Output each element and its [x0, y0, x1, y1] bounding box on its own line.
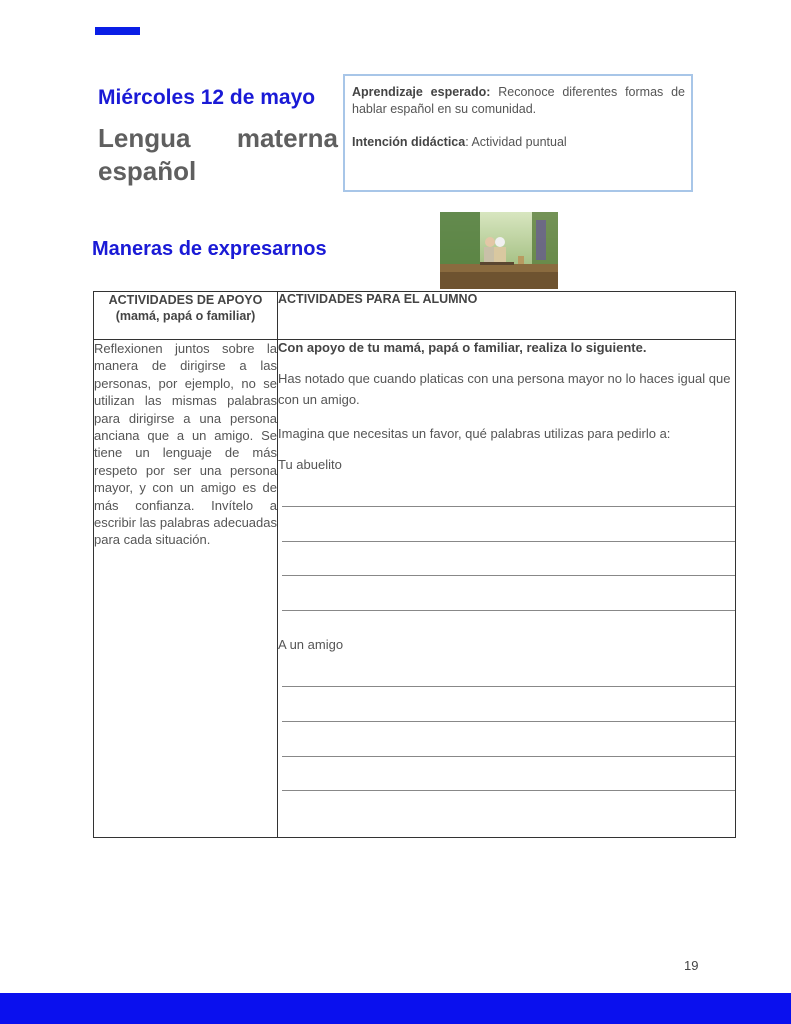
table-header-row: [94, 292, 736, 340]
top-accent-bar: [95, 27, 140, 35]
support-text: Reflexionen juntos sobre la manera de dirigirse a las personas, por ejemplo, no se utilizan las mismas palabras para dirigirse a una persona anciana que a un amigo. Se tiene un lenguaje de más respeto por ser una persona mayor, y con un amigo es de más confianza. Invítelo a escribir las palabras adecuadas para cada situación.: [94, 341, 277, 548]
answer-line-abuelito-3[interactable]: [282, 542, 735, 577]
support-activities-cell: [94, 340, 278, 838]
section-title: Maneras de expresarnos: [92, 238, 327, 260]
aprendizaje-text: Reconoce diferentes formas de hablar español en su comunidad.: [352, 85, 685, 116]
student-activities-header: ACTIVIDADES PARA EL ALUMNO: [278, 292, 736, 340]
paragraph-1: Has notado que cuando platicas con una persona mayor no lo haces igual que con un amigo.: [278, 371, 731, 407]
table-body-row: [94, 340, 736, 838]
intencion-didactica: [352, 134, 685, 151]
bottom-accent-bar: [0, 993, 791, 1024]
label-amigo: A un amigo: [278, 637, 344, 653]
learning-objectives-box: [343, 74, 693, 192]
intencion-label: Intención didáctica: [352, 135, 466, 149]
answer-line-abuelito-1[interactable]: [282, 472, 735, 507]
answer-line-abuelito-2[interactable]: [282, 507, 735, 542]
activities-table: [93, 291, 736, 838]
page-number: 19: [684, 958, 699, 973]
answer-line-amigo-2[interactable]: [282, 687, 735, 722]
intencion-text: : Actividad puntual: [465, 135, 567, 149]
answer-line-amigo-3[interactable]: [282, 722, 735, 757]
answer-line-abuelito-4[interactable]: [282, 576, 735, 611]
lesson-date: Miércoles 12 de mayo: [98, 86, 316, 109]
student-activities-cell: [278, 340, 736, 838]
aprendizaje-esperado: [352, 84, 685, 118]
grandparents-photo: [440, 212, 558, 289]
answer-line-amigo-4[interactable]: [282, 757, 735, 792]
support-header-line2: (mamá, papá o familiar): [115, 309, 256, 323]
paragraph-2: Imagina que necesitas un favor, qué palabras utilizas para pedirlo a:: [278, 426, 671, 441]
support-header-line1: ACTIVIDADES DE APOYO: [108, 293, 263, 307]
label-abuelito: Tu abuelito: [278, 457, 342, 472]
answer-line-amigo-1[interactable]: [282, 652, 735, 687]
subject-title: Lengua materna español: [98, 123, 338, 186]
support-activities-header: [94, 292, 278, 340]
instruction-text: Con apoyo de tu mamá, papá o familiar, realiza lo siguiente.: [278, 340, 647, 355]
aprendizaje-label: Aprendizaje esperado:: [352, 85, 491, 99]
